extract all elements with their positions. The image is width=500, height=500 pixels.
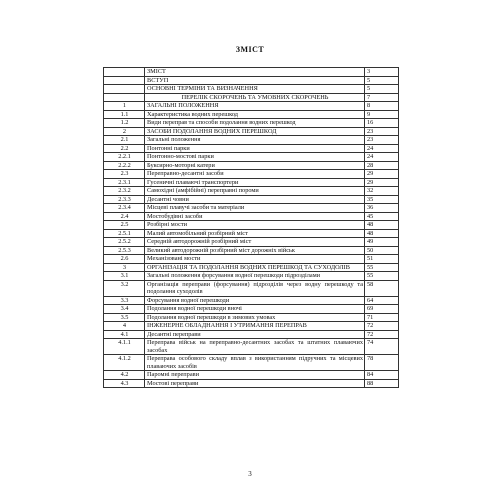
toc-row bbox=[104, 136, 399, 145]
toc-section-title: Види переправ та способи подолання водних перешкод bbox=[145, 119, 365, 128]
toc-section-title: Організація переправи (форсування) підрозділів через водну перешкоду та подолання суходолів bbox=[145, 280, 365, 296]
toc-row bbox=[104, 246, 399, 255]
toc-page-number: 50 bbox=[365, 246, 399, 255]
toc-row bbox=[104, 355, 399, 371]
toc-section-number: 2.3.2 bbox=[104, 187, 145, 196]
toc-section-title: Форсування водної перешкоди bbox=[145, 296, 365, 305]
toc-section-number: 2.3.3 bbox=[104, 195, 145, 204]
toc-page-number: 58 bbox=[365, 280, 399, 296]
toc-page-number: 71 bbox=[365, 313, 399, 322]
toc-section-title: Переправно-десантні засоби bbox=[145, 170, 365, 179]
toc-section-title: Загальні положення bbox=[145, 136, 365, 145]
toc-row bbox=[104, 204, 399, 213]
toc-section-number: 4.1.2 bbox=[104, 355, 145, 371]
toc-page-number: 45 bbox=[365, 212, 399, 221]
toc-section-title: Мостові переправи bbox=[145, 379, 365, 388]
toc-section-number: 2.3.1 bbox=[104, 178, 145, 187]
toc-section-title: Місцеві плавучі засоби та матеріали bbox=[145, 204, 365, 213]
toc-section-title: Десантні човни bbox=[145, 195, 365, 204]
toc-section-number bbox=[104, 68, 145, 77]
toc-row bbox=[104, 127, 399, 136]
toc-row bbox=[104, 238, 399, 247]
toc-page-number: 5 bbox=[365, 76, 399, 85]
toc-section-title: Понтонні парки bbox=[145, 144, 365, 153]
toc-row bbox=[104, 296, 399, 305]
toc-section-number: 4 bbox=[104, 322, 145, 331]
toc-section-number: 2.2.1 bbox=[104, 153, 145, 162]
toc-row bbox=[104, 255, 399, 264]
toc-page-number: 29 bbox=[365, 178, 399, 187]
toc-page-number: 23 bbox=[365, 127, 399, 136]
toc-row bbox=[104, 110, 399, 119]
toc-page-number: 72 bbox=[365, 322, 399, 331]
toc-page-number: 69 bbox=[365, 305, 399, 314]
toc-section-number: 3.4 bbox=[104, 305, 145, 314]
document-title: ЗМІСТ bbox=[235, 45, 265, 54]
toc-page-number: 16 bbox=[365, 119, 399, 128]
toc-page-number: 35 bbox=[365, 195, 399, 204]
toc-section-title: Характеристика водних перешкод bbox=[145, 110, 365, 119]
toc-section-title: Понтонно-мостові парки bbox=[145, 153, 365, 162]
toc-row bbox=[104, 330, 399, 339]
toc-section-title: Буксирно-моторні катери bbox=[145, 161, 365, 170]
toc-section-title: Десантні переправи bbox=[145, 330, 365, 339]
toc-section-number: 2.5.1 bbox=[104, 229, 145, 238]
toc-section-number bbox=[104, 85, 145, 94]
toc-page-number: 36 bbox=[365, 204, 399, 213]
toc-section-title: ЗАГАЛЬНІ ПОЛОЖЕННЯ bbox=[145, 102, 365, 111]
toc-section-number: 3.1 bbox=[104, 272, 145, 281]
toc-page-number: 28 bbox=[365, 161, 399, 170]
toc-section-number: 3.5 bbox=[104, 313, 145, 322]
toc-row bbox=[104, 178, 399, 187]
toc-section-number: 2.5.2 bbox=[104, 238, 145, 247]
toc-section-title: Гусеничні плаваючі транспортери bbox=[145, 178, 365, 187]
toc-page-number: 49 bbox=[365, 238, 399, 247]
toc-section-number: 4.1.1 bbox=[104, 339, 145, 355]
toc-page-number: 84 bbox=[365, 371, 399, 380]
toc-page-number: 23 bbox=[365, 136, 399, 145]
toc-section-number: 2.2.2 bbox=[104, 161, 145, 170]
toc-page-number: 7 bbox=[365, 93, 399, 102]
toc-section-number: 2.5.3 bbox=[104, 246, 145, 255]
toc-page-number: 51 bbox=[365, 255, 399, 264]
toc-section-number: 2.5 bbox=[104, 221, 145, 230]
page-number: 3 bbox=[248, 470, 252, 478]
toc-row bbox=[104, 161, 399, 170]
toc-section-title: ІНЖЕНЕРНЕ ОБЛАДНАННЯ І УТРИМАННЯ ПЕРЕПРАВ bbox=[145, 322, 365, 331]
toc-section-number: 3.3 bbox=[104, 296, 145, 305]
toc-page-number: 55 bbox=[365, 272, 399, 281]
toc-row bbox=[104, 221, 399, 230]
toc-row bbox=[104, 119, 399, 128]
toc-page-number: 3 bbox=[365, 68, 399, 77]
toc-row bbox=[104, 212, 399, 221]
toc-page-number: 32 bbox=[365, 187, 399, 196]
toc-row bbox=[104, 272, 399, 281]
toc-row bbox=[104, 305, 399, 314]
toc-section-title: Розбірні мости bbox=[145, 221, 365, 230]
toc-row bbox=[104, 313, 399, 322]
toc-section-title: ЗАСОБИ ПОДОЛАННЯ ВОДНИХ ПЕРЕШКОД bbox=[145, 127, 365, 136]
toc-section-title: Самохідні (амфібійні) переправні пороми bbox=[145, 187, 365, 196]
toc-section-title: Подолання водної перешкоди в зимових умовах bbox=[145, 313, 365, 322]
toc-row bbox=[104, 93, 399, 102]
toc-section-title: Переправа особового складу вплав з використанням підручних та місцевих плаваючих засобів bbox=[145, 355, 365, 371]
toc-page-number: 78 bbox=[365, 355, 399, 371]
toc-row bbox=[104, 263, 399, 272]
toc-row bbox=[104, 280, 399, 296]
toc-row bbox=[104, 153, 399, 162]
toc-section-title: ОРГАНІЗАЦІЯ ТА ПОДОЛАННЯ ВОДНИХ ПЕРЕШКОД ТА СУХОДОЛІВ bbox=[145, 263, 365, 272]
toc-page-number: 88 bbox=[365, 379, 399, 388]
toc-section-number: 2.4 bbox=[104, 212, 145, 221]
table-of-contents bbox=[103, 67, 399, 388]
toc-row bbox=[104, 102, 399, 111]
toc-row bbox=[104, 144, 399, 153]
toc-row bbox=[104, 195, 399, 204]
toc-section-title: Механізовані мости bbox=[145, 255, 365, 264]
toc-row bbox=[104, 76, 399, 85]
toc-section-number: 4.2 bbox=[104, 371, 145, 380]
toc-row bbox=[104, 187, 399, 196]
toc-row bbox=[104, 68, 399, 77]
toc-page-number: 24 bbox=[365, 144, 399, 153]
toc-section-title: Подолання водної перешкоди вночі bbox=[145, 305, 365, 314]
toc-section-number bbox=[104, 93, 145, 102]
toc-row bbox=[104, 322, 399, 331]
toc-section-number: 2.3 bbox=[104, 170, 145, 179]
toc-section-number: 1.1 bbox=[104, 110, 145, 119]
toc-row bbox=[104, 339, 399, 355]
toc-section-number: 2.1 bbox=[104, 136, 145, 145]
toc-page-number: 48 bbox=[365, 229, 399, 238]
toc-section-title: ПЕРЕЛІК СКОРОЧЕНЬ ТА УМОВНИХ СКОРОЧЕНЬ bbox=[145, 93, 365, 102]
toc-section-title: Переправа військ на переправно-десантних засобах та штатних плаваючих засобах bbox=[145, 339, 365, 355]
toc-row bbox=[104, 379, 399, 388]
toc-section-title: Мостобудівні засоби bbox=[145, 212, 365, 221]
toc-page-number: 48 bbox=[365, 221, 399, 230]
toc-section-number: 1 bbox=[104, 102, 145, 111]
toc-section-number bbox=[104, 76, 145, 85]
toc-section-number: 3 bbox=[104, 263, 145, 272]
toc-page-number: 55 bbox=[365, 263, 399, 272]
toc-section-number: 2 bbox=[104, 127, 145, 136]
toc-section-title: Паромні переправи bbox=[145, 371, 365, 380]
toc-section-title: ОСНОВНІ ТЕРМІНИ ТА ВИЗНАЧЕННЯ bbox=[145, 85, 365, 94]
toc-page-number: 64 bbox=[365, 296, 399, 305]
toc-section-title: Малий автомобільний розбірний міст bbox=[145, 229, 365, 238]
toc-page-number: 24 bbox=[365, 153, 399, 162]
toc-section-title: Середній автодорожній розбірний міст bbox=[145, 238, 365, 247]
toc-row bbox=[104, 229, 399, 238]
toc-page-number: 5 bbox=[365, 85, 399, 94]
toc-section-number: 4.1 bbox=[104, 330, 145, 339]
toc-section-number: 1.2 bbox=[104, 119, 145, 128]
toc-section-title: Загальні положення форсування водної перешкоди підрозділами bbox=[145, 272, 365, 281]
toc-section-number: 4.3 bbox=[104, 379, 145, 388]
toc-section-number: 3.2 bbox=[104, 280, 145, 296]
toc-page-number: 9 bbox=[365, 110, 399, 119]
toc-page-number: 8 bbox=[365, 102, 399, 111]
toc-body bbox=[104, 68, 399, 388]
toc-page-number: 74 bbox=[365, 339, 399, 355]
toc-row bbox=[104, 371, 399, 380]
toc-page-number: 29 bbox=[365, 170, 399, 179]
toc-row bbox=[104, 170, 399, 179]
toc-section-number: 2.2 bbox=[104, 144, 145, 153]
toc-section-title: Великий автодорожній розбірний міст дорожніх військ bbox=[145, 246, 365, 255]
toc-page-number: 72 bbox=[365, 330, 399, 339]
toc-section-title: ВСТУП bbox=[145, 76, 365, 85]
toc-section-number: 2.3.4 bbox=[104, 204, 145, 213]
toc-section-title: ЗМІСТ bbox=[145, 68, 365, 77]
toc-row bbox=[104, 85, 399, 94]
toc-section-number: 2.6 bbox=[104, 255, 145, 264]
